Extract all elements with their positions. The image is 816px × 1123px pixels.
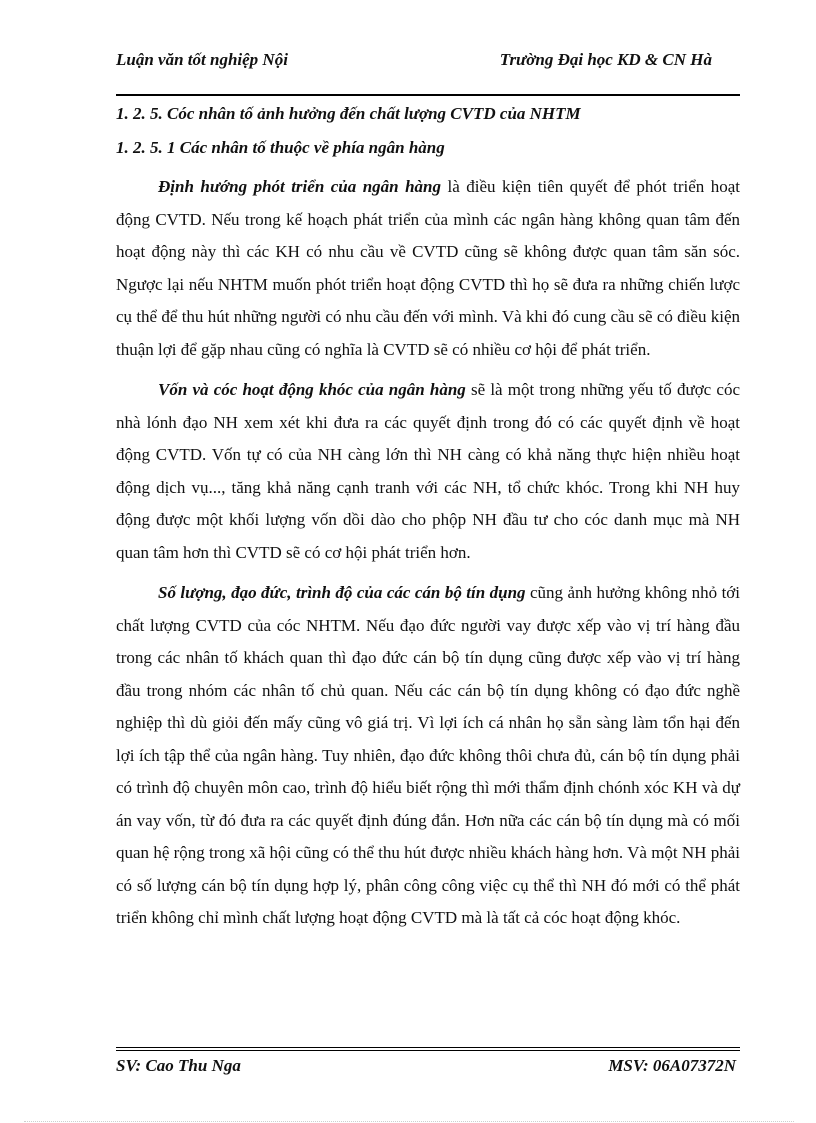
paragraph-credit-officers [116, 577, 740, 935]
footer-rule [116, 1050, 740, 1051]
page-break-line [24, 1121, 794, 1122]
section-heading: 1. 2. 5. Cóc nhân tố ảnh hưởng đến chất lượng CVTD của NHTM [116, 104, 581, 123]
subsection-heading: 1. 2. 5. 1 Các nhân tố thuộc về phía ngân hàng [116, 138, 445, 157]
paragraph-lead-term: Định hướng phót triển của ngân hàng [158, 177, 442, 196]
paragraph-text: cũng ảnh hưởng không nhỏ tới chất lượng CVTD của cóc NHTM. Nếu đạo đức người vay được xếp vào vị trí hàng đầu trong các nhân tố khách quan thì đạo đức cán bộ tín dụng cũng được xếp vào vị trí hàng đầu trong nhóm các nhân tố chủ quan. Nếu các cán bộ tín dụng không có đạo đức nghề nghiệp thì dù giỏi đến mấy cũng vô giá trị. Vì lợi ích cá nhân họ sẵn sàng làm tổn hại đến lợi ích tập thể của ngân hàng. Tuy nhiên, đạo đức không thôi chưa đủ, cán bộ tín dụng phải có trình độ chuyên môn cao, trình độ hiểu biết rộng thì mới thẩm định chónh xóc KH và dự án vay vốn, từ đó đưa ra các quyết định đúng đắn. Hơn nữa các cán bộ tín dụng mà có mối quan hệ rộng trong xã hội cũng có thể thu hút được nhiều khách hàng hơn. Và một NH phải có số lượng cán bộ tín dụng hợp lý, phân công công việc cụ thể thì NH đó mới có thể phát triển không chỉ mình chất lượng hoạt động CVTD mà là tất cả cóc hoạt động khóc. [116, 583, 741, 927]
header-thesis-label: Luận văn tốt nghiệp Nội [116, 50, 288, 69]
footer-student-name: SV: Cao Thu Nga [116, 1056, 241, 1075]
page-header [116, 50, 740, 96]
page-footer [116, 1047, 740, 1078]
footer-student-id: MSV: 06A07372N [608, 1056, 736, 1075]
paragraph-lead-term: Số lượng, đạo đức, trình độ của các cán bộ tín dụng [158, 583, 526, 602]
footer-row [116, 1056, 740, 1078]
paragraph-capital-activities [116, 374, 740, 569]
paragraph-lead-term: Vốn và cóc hoạt động khóc của ngân hàng [158, 380, 466, 399]
footer-rule [116, 1047, 740, 1048]
page-content [116, 103, 740, 943]
header-university-name: Trường Đại học KD & CN Hà [499, 50, 712, 69]
paragraph-text: sẽ là một trong những yếu tố được cóc nhà lónh đạo NH xem xét khi đưa ra các quyết định trong đó có các quyết định về hoạt động CVTD. Vốn tự có của NH càng lớn thì NH càng có khả năng thực hiện nhiều hoạt động dịch vụ..., tăng khả năng cạnh tranh với các NH, tổ chức khóc. Trong khi NH huy động được một khối lượng vốn dồi dào cho phộp NH đầu tư cho cóc danh mục mà NH quan tâm hơn thì CVTD sẽ có cơ hội phát triển hơn. [116, 380, 740, 562]
paragraph-development-orientation [116, 171, 740, 366]
paragraph-text: là điều kiện tiên quyết để phót triển hoạt động CVTD. Nếu trong kế hoạch phát triển của mình các ngân hàng không quan tâm đến hoạt động này thì các KH có nhu cầu về CVTD cũng sẽ không được quan tâm săn sóc. Ngược lại nếu NHTM muốn phót triển hoạt động CVTD thì họ sẽ đưa ra những chiến lược cụ thể để thu hút những người có nhu cầu đến với mình. Và khi đó cung cầu sẽ có điều kiện thuận lợi để gặp nhau cũng có nghĩa là CVTD sẽ có nhiều cơ hội để phát triển. [116, 177, 740, 359]
